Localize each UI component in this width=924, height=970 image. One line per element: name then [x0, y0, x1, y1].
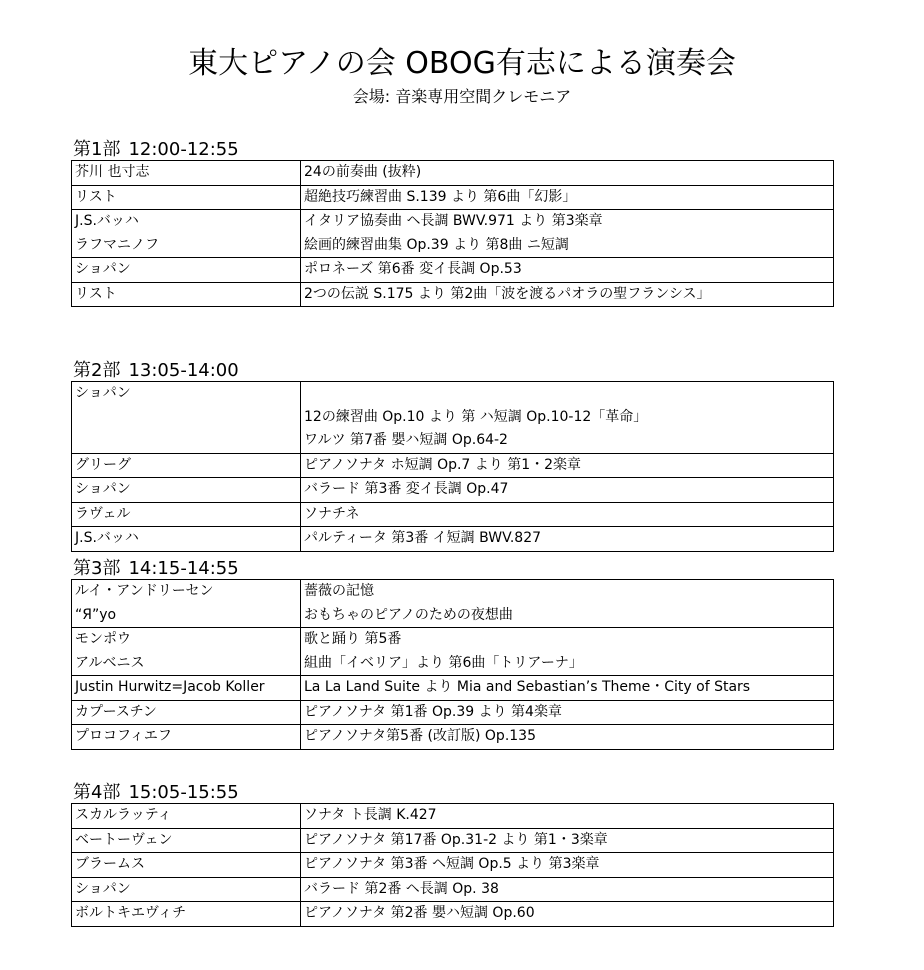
program-row: [72, 527, 834, 552]
piece-cell: [301, 527, 834, 552]
piece-cell: [301, 676, 834, 701]
composer-line: カプースチン: [75, 703, 157, 720]
section-name: 第3部: [73, 558, 121, 579]
composer-cell: [72, 502, 301, 527]
program-row: [72, 853, 834, 878]
program-row: [72, 453, 834, 478]
program-row: [72, 282, 834, 307]
piece-cell: [301, 877, 834, 902]
piece-line: ピアノソナタ 第1番 Op.39 より 第4楽章: [304, 703, 562, 720]
composer-cell: [72, 853, 301, 878]
program-row: [72, 804, 834, 829]
section-time: 15:05-15:55: [128, 782, 239, 803]
section-time: 12:00-12:55: [128, 139, 239, 160]
composer-cell: [72, 258, 301, 283]
composer-line: ボルトキエヴィチ: [75, 905, 187, 921]
piece-line: ピアノソナタ第5番 (改訂版) Op.135: [304, 728, 536, 744]
section-heading: [73, 135, 247, 161]
program-row: [72, 580, 834, 628]
composer-cell: [72, 210, 301, 258]
program-row: [72, 700, 834, 725]
program-row: [72, 161, 834, 186]
piece-cell: [301, 828, 834, 853]
composer-cell: [72, 877, 301, 902]
composer-cell: [72, 527, 301, 552]
composer-cell: [72, 453, 301, 478]
program-row: [72, 210, 834, 258]
blank-line: [75, 429, 297, 453]
program-row: [72, 902, 834, 927]
piece-line: 12の練習曲 Op.10 より 第 ハ短調 Op.10-12「革命」: [304, 408, 648, 425]
piece-line: 組曲「イベリア」より 第6曲「トリアーナ」: [304, 654, 583, 671]
composer-line: ルイ・アンドリーセン: [75, 583, 214, 599]
blank-line: [75, 406, 297, 430]
section-time: 13:05-14:00: [128, 360, 239, 381]
piece-cell: [301, 478, 834, 503]
section-name: 第4部: [73, 782, 121, 803]
program-row: [72, 478, 834, 503]
piece-line: 24の前奏曲 (抜粋): [304, 164, 422, 180]
piece-cell: [301, 853, 834, 878]
composer-line: ショパン: [75, 385, 131, 401]
piece-line: ソナタ ト長調 K.427: [304, 807, 437, 823]
piece-line: ポロネーズ 第6番 変イ長調 Op.53: [304, 261, 522, 277]
section-name: 第1部: [73, 139, 121, 160]
piece-line: La La Land Suite より Mia and Sebastian’s Theme・City of Stars: [304, 679, 751, 695]
composer-line: J.S.バッハ: [75, 530, 139, 546]
composer-line: グリーグ: [75, 456, 131, 473]
composer-line: ベートーヴェン: [75, 831, 173, 848]
piece-line: バラード 第2番 ヘ長調 Op. 38: [304, 880, 499, 897]
piece-line: おもちゃのピアノのための夜想曲: [304, 606, 513, 623]
program-row: [72, 877, 834, 902]
composer-cell: [72, 725, 301, 750]
section-heading: [73, 356, 247, 382]
composer-line: スカルラッティ: [75, 807, 172, 823]
program-row: [72, 502, 834, 527]
piece-cell: [301, 902, 834, 927]
composer-line: ブラームス: [75, 856, 145, 872]
composer-cell: [72, 580, 301, 628]
piece-line: ピアノソナタ 第17番 Op.31-2 より 第1・3楽章: [304, 831, 608, 848]
piece-line: バラード 第3番 変イ長調 Op.47: [304, 481, 509, 497]
composer-line: 芥川 也寸志: [75, 164, 150, 180]
composer-line: ラフマニノフ: [75, 236, 159, 253]
piece-cell: [301, 185, 834, 210]
piece-line: ピアノソナタ ホ短調 Op.7 より 第1・2楽章: [304, 456, 582, 473]
piece-cell: [301, 258, 834, 283]
piece-cell: [301, 700, 834, 725]
composer-cell: [72, 700, 301, 725]
piece-cell: [301, 580, 834, 628]
piece-line: 超絶技巧練習曲 S.139 より 第6曲「幻影」: [304, 188, 577, 205]
composer-line: リスト: [75, 188, 117, 205]
piece-cell: [301, 282, 834, 307]
piece-cell: [301, 804, 834, 829]
composer-line: J.S.バッハ: [75, 213, 139, 229]
program-row: [72, 185, 834, 210]
section-heading: [73, 554, 247, 580]
composer-cell: [72, 628, 301, 676]
piece-cell: [301, 161, 834, 186]
piece-line: ワルツ 第7番 嬰ハ短調 Op.64-2: [304, 432, 508, 448]
composer-line: ショパン: [75, 481, 131, 497]
program-row: [72, 628, 834, 676]
composer-line: Justin Hurwitz=Jacob Koller: [75, 679, 265, 695]
composer-cell: [72, 478, 301, 503]
program-row: [72, 676, 834, 701]
composer-line: “Я”yo: [75, 606, 117, 623]
composer-line: プロコフィエフ: [75, 728, 172, 744]
composer-cell: [72, 828, 301, 853]
piece-line: ピアノソナタ 第2番 嬰ハ短調 Op.60: [304, 905, 535, 921]
composer-cell: [72, 161, 301, 186]
section-heading: [73, 778, 247, 804]
composer-line: モンポウ: [75, 631, 131, 647]
composer-line: ラヴェル: [75, 505, 131, 522]
piece-cell: [301, 725, 834, 750]
piece-cell: [301, 382, 834, 454]
blank-line: [304, 382, 830, 406]
composer-cell: [72, 676, 301, 701]
section-time: 14:15-14:55: [128, 558, 239, 579]
venue-subtitle: 会場: 音楽専用空間クレモニア: [352, 87, 572, 106]
program-row: [72, 725, 834, 750]
piece-line: 絵画的練習曲集 Op.39 より 第8曲 ニ短調: [304, 236, 569, 253]
program-table: [71, 803, 834, 927]
program-table: [71, 160, 834, 307]
piece-cell: [301, 502, 834, 527]
composer-cell: [72, 902, 301, 927]
program-table: [71, 579, 834, 750]
piece-line: 歌と踊り 第5番: [304, 631, 402, 647]
piece-line: ソナチネ: [304, 505, 360, 522]
section-name: 第2部: [73, 360, 121, 381]
program-row: [72, 382, 834, 454]
piece-cell: [301, 453, 834, 478]
piece-line: 2つの伝説 S.175 より 第2曲「波を渡るパオラの聖フランシス」: [304, 285, 711, 302]
composer-line: アルベニス: [75, 654, 145, 671]
composer-cell: [72, 282, 301, 307]
program-row: [72, 828, 834, 853]
composer-line: ショパン: [75, 261, 131, 277]
piece-cell: [301, 628, 834, 676]
program-table: [71, 381, 834, 552]
composer-cell: [72, 804, 301, 829]
composer-cell: [72, 185, 301, 210]
program-row: [72, 258, 834, 283]
piece-line: パルティータ 第3番 イ短調 BWV.827: [304, 530, 542, 546]
composer-line: ショパン: [75, 880, 131, 897]
piece-line: ピアノソナタ 第3番 ヘ短調 Op.5 より 第3楽章: [304, 856, 600, 872]
page-title: 東大ピアノの会 OBOG有志による演奏会: [188, 46, 736, 81]
composer-cell: [72, 382, 301, 454]
composer-line: リスト: [75, 285, 117, 302]
piece-line: 薔薇の記憶: [304, 583, 374, 599]
piece-cell: [301, 210, 834, 258]
piece-line: イタリア協奏曲 ヘ長調 BWV.971 より 第3楽章: [304, 213, 603, 229]
